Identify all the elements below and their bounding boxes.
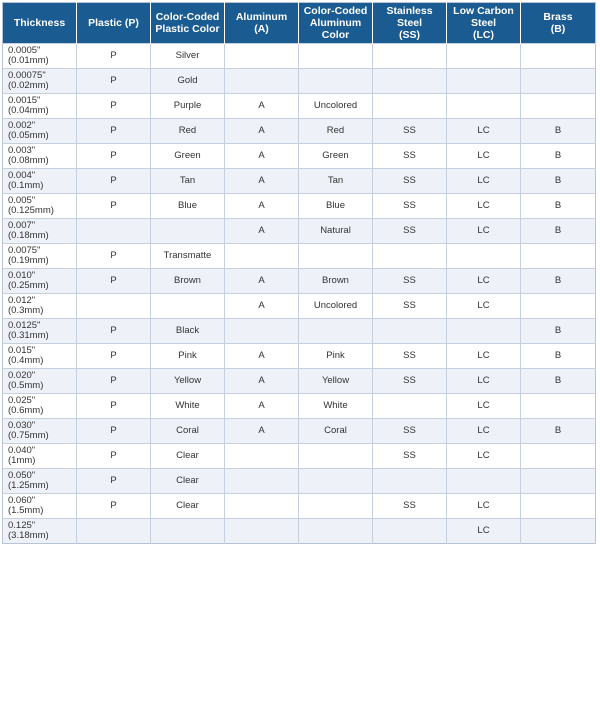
plastic-color-cell: Pink <box>151 344 225 369</box>
plastic-color-cell: White <box>151 394 225 419</box>
plastic-cell <box>77 294 151 319</box>
thickness-cell: 0.0015" (0.04mm) <box>3 94 77 119</box>
thickness-cell: 0.030" (0.75mm) <box>3 419 77 444</box>
plastic-color-cell: Purple <box>151 94 225 119</box>
brass-cell: B <box>521 119 596 144</box>
table-row <box>3 44 596 69</box>
aluminum-color-cell: Uncolored <box>299 294 373 319</box>
plastic-color-cell: Transmatte <box>151 244 225 269</box>
plastic-cell: P <box>77 319 151 344</box>
brass-cell: B <box>521 344 596 369</box>
header-aluminum: Aluminum (A) <box>225 3 299 44</box>
brass-cell: B <box>521 319 596 344</box>
low-carbon-steel-cell <box>447 244 521 269</box>
plastic-cell: P <box>77 169 151 194</box>
thickness-cell: 0.007" (0.18mm) <box>3 219 77 244</box>
plastic-color-cell: Clear <box>151 494 225 519</box>
aluminum-cell <box>225 494 299 519</box>
stainless-steel-cell <box>373 469 447 494</box>
low-carbon-steel-cell: LC <box>447 494 521 519</box>
aluminum-cell: A <box>225 419 299 444</box>
table-row <box>3 344 596 369</box>
low-carbon-steel-cell: LC <box>447 194 521 219</box>
plastic-cell: P <box>77 244 151 269</box>
table-row <box>3 494 596 519</box>
aluminum-color-cell: Coral <box>299 419 373 444</box>
aluminum-cell <box>225 69 299 94</box>
stainless-steel-cell <box>373 244 447 269</box>
brass-cell <box>521 444 596 469</box>
stainless-steel-cell <box>373 394 447 419</box>
table-row <box>3 444 596 469</box>
thickness-cell: 0.025" (0.6mm) <box>3 394 77 419</box>
thickness-cell: 0.00075" (0.02mm) <box>3 69 77 94</box>
low-carbon-steel-cell <box>447 44 521 69</box>
brass-cell: B <box>521 144 596 169</box>
stainless-steel-cell: SS <box>373 144 447 169</box>
table-row <box>3 319 596 344</box>
stainless-steel-cell: SS <box>373 269 447 294</box>
aluminum-cell <box>225 44 299 69</box>
table-row <box>3 94 596 119</box>
aluminum-color-cell: Brown <box>299 269 373 294</box>
brass-cell: B <box>521 419 596 444</box>
thickness-cell: 0.005" (0.125mm) <box>3 194 77 219</box>
plastic-cell: P <box>77 469 151 494</box>
aluminum-cell: A <box>225 169 299 194</box>
aluminum-cell: A <box>225 119 299 144</box>
header-thickness: Thickness <box>3 3 77 44</box>
table-body <box>3 44 596 544</box>
table-row <box>3 369 596 394</box>
thickness-cell: 0.003" (0.08mm) <box>3 144 77 169</box>
aluminum-color-cell: Tan <box>299 169 373 194</box>
aluminum-cell <box>225 444 299 469</box>
plastic-color-cell: Brown <box>151 269 225 294</box>
aluminum-color-cell <box>299 494 373 519</box>
low-carbon-steel-cell: LC <box>447 419 521 444</box>
plastic-cell: P <box>77 394 151 419</box>
brass-cell <box>521 294 596 319</box>
low-carbon-steel-cell <box>447 319 521 344</box>
brass-cell: B <box>521 194 596 219</box>
plastic-cell: P <box>77 119 151 144</box>
brass-cell: B <box>521 369 596 394</box>
thickness-cell: 0.060" (1.5mm) <box>3 494 77 519</box>
low-carbon-steel-cell: LC <box>447 394 521 419</box>
plastic-color-cell: Yellow <box>151 369 225 394</box>
thickness-cell: 0.020" (0.5mm) <box>3 369 77 394</box>
thickness-cell: 0.012" (0.3mm) <box>3 294 77 319</box>
plastic-cell: P <box>77 194 151 219</box>
brass-cell <box>521 69 596 94</box>
table-row <box>3 394 596 419</box>
low-carbon-steel-cell: LC <box>447 144 521 169</box>
plastic-color-cell <box>151 294 225 319</box>
stainless-steel-cell: SS <box>373 219 447 244</box>
thickness-cell: 0.015" (0.4mm) <box>3 344 77 369</box>
table-header <box>3 3 596 44</box>
thickness-cell: 0.125" (3.18mm) <box>3 519 77 544</box>
aluminum-color-cell: Blue <box>299 194 373 219</box>
plastic-cell: P <box>77 494 151 519</box>
plastic-cell: P <box>77 369 151 394</box>
plastic-color-cell: Black <box>151 319 225 344</box>
stainless-steel-cell: SS <box>373 444 447 469</box>
stainless-steel-cell <box>373 94 447 119</box>
plastic-color-cell: Coral <box>151 419 225 444</box>
low-carbon-steel-cell: LC <box>447 294 521 319</box>
stainless-steel-cell <box>373 319 447 344</box>
stainless-steel-cell: SS <box>373 119 447 144</box>
aluminum-cell <box>225 244 299 269</box>
thickness-cell: 0.004" (0.1mm) <box>3 169 77 194</box>
thickness-cell: 0.0005" (0.01mm) <box>3 44 77 69</box>
aluminum-cell: A <box>225 344 299 369</box>
stainless-steel-cell: SS <box>373 369 447 394</box>
table-row <box>3 294 596 319</box>
plastic-color-cell: Silver <box>151 44 225 69</box>
aluminum-color-cell: Natural <box>299 219 373 244</box>
low-carbon-steel-cell: LC <box>447 119 521 144</box>
aluminum-cell: A <box>225 269 299 294</box>
aluminum-cell: A <box>225 144 299 169</box>
brass-cell <box>521 244 596 269</box>
low-carbon-steel-cell: LC <box>447 344 521 369</box>
low-carbon-steel-cell: LC <box>447 219 521 244</box>
brass-cell <box>521 519 596 544</box>
plastic-color-cell: Blue <box>151 194 225 219</box>
aluminum-color-cell: Pink <box>299 344 373 369</box>
plastic-color-cell: Green <box>151 144 225 169</box>
aluminum-cell: A <box>225 94 299 119</box>
plastic-cell: P <box>77 94 151 119</box>
aluminum-cell <box>225 469 299 494</box>
brass-cell <box>521 44 596 69</box>
plastic-color-cell <box>151 219 225 244</box>
table-row <box>3 144 596 169</box>
aluminum-color-cell: White <box>299 394 373 419</box>
thickness-cell: 0.0075" (0.19mm) <box>3 244 77 269</box>
low-carbon-steel-cell <box>447 469 521 494</box>
plastic-cell: P <box>77 419 151 444</box>
plastic-cell: P <box>77 344 151 369</box>
table-row <box>3 194 596 219</box>
brass-cell: B <box>521 169 596 194</box>
thickness-cell: 0.040" (1mm) <box>3 444 77 469</box>
low-carbon-steel-cell <box>447 94 521 119</box>
header-plastic: Plastic (P) <box>77 3 151 44</box>
aluminum-cell: A <box>225 219 299 244</box>
plastic-cell: P <box>77 269 151 294</box>
aluminum-cell: A <box>225 369 299 394</box>
aluminum-color-cell <box>299 69 373 94</box>
table-row <box>3 244 596 269</box>
plastic-color-cell: Clear <box>151 469 225 494</box>
table-row <box>3 69 596 94</box>
plastic-color-cell: Gold <box>151 69 225 94</box>
brass-cell <box>521 94 596 119</box>
aluminum-color-cell: Uncolored <box>299 94 373 119</box>
table-row <box>3 519 596 544</box>
thickness-cell: 0.002" (0.05mm) <box>3 119 77 144</box>
stainless-steel-cell: SS <box>373 494 447 519</box>
aluminum-cell <box>225 319 299 344</box>
brass-cell <box>521 394 596 419</box>
plastic-color-cell: Tan <box>151 169 225 194</box>
aluminum-color-cell: Green <box>299 144 373 169</box>
plastic-cell: P <box>77 444 151 469</box>
stainless-steel-cell: SS <box>373 169 447 194</box>
stainless-steel-cell: SS <box>373 344 447 369</box>
header-row <box>3 3 596 44</box>
aluminum-color-cell <box>299 319 373 344</box>
low-carbon-steel-cell: LC <box>447 169 521 194</box>
plastic-cell: P <box>77 144 151 169</box>
stainless-steel-cell: SS <box>373 294 447 319</box>
table-row <box>3 119 596 144</box>
header-plastic-color: Color-Coded Plastic Color <box>151 3 225 44</box>
brass-cell <box>521 494 596 519</box>
aluminum-color-cell <box>299 444 373 469</box>
aluminum-color-cell <box>299 469 373 494</box>
header-stainless-steel: Stainless Steel (SS) <box>373 3 447 44</box>
aluminum-cell: A <box>225 394 299 419</box>
aluminum-cell <box>225 519 299 544</box>
table-row <box>3 419 596 444</box>
plastic-cell: P <box>77 69 151 94</box>
low-carbon-steel-cell <box>447 69 521 94</box>
thickness-cell: 0.010" (0.25mm) <box>3 269 77 294</box>
thickness-cell: 0.050" (1.25mm) <box>3 469 77 494</box>
thickness-cell: 0.0125" (0.31mm) <box>3 319 77 344</box>
low-carbon-steel-cell: LC <box>447 369 521 394</box>
plastic-color-cell <box>151 519 225 544</box>
aluminum-cell: A <box>225 294 299 319</box>
brass-cell: B <box>521 269 596 294</box>
stainless-steel-cell: SS <box>373 194 447 219</box>
table-row <box>3 269 596 294</box>
aluminum-cell: A <box>225 194 299 219</box>
plastic-cell <box>77 519 151 544</box>
plastic-color-cell: Clear <box>151 444 225 469</box>
low-carbon-steel-cell: LC <box>447 444 521 469</box>
plastic-color-cell: Red <box>151 119 225 144</box>
table-row <box>3 169 596 194</box>
low-carbon-steel-cell: LC <box>447 519 521 544</box>
plastic-cell: P <box>77 44 151 69</box>
low-carbon-steel-cell: LC <box>447 269 521 294</box>
table-row <box>3 219 596 244</box>
aluminum-color-cell: Red <box>299 119 373 144</box>
aluminum-color-cell: Yellow <box>299 369 373 394</box>
stainless-steel-cell <box>373 44 447 69</box>
aluminum-color-cell <box>299 519 373 544</box>
aluminum-color-cell <box>299 44 373 69</box>
plastic-cell <box>77 219 151 244</box>
stainless-steel-cell <box>373 519 447 544</box>
header-brass: Brass (B) <box>521 3 596 44</box>
table-row <box>3 469 596 494</box>
stainless-steel-cell <box>373 69 447 94</box>
brass-cell: B <box>521 219 596 244</box>
aluminum-color-cell <box>299 244 373 269</box>
header-low-carbon-steel: Low Carbon Steel (LC) <box>447 3 521 44</box>
shim-material-table <box>2 2 596 544</box>
stainless-steel-cell: SS <box>373 419 447 444</box>
header-aluminum-color: Color-Coded Aluminum Color <box>299 3 373 44</box>
brass-cell <box>521 469 596 494</box>
